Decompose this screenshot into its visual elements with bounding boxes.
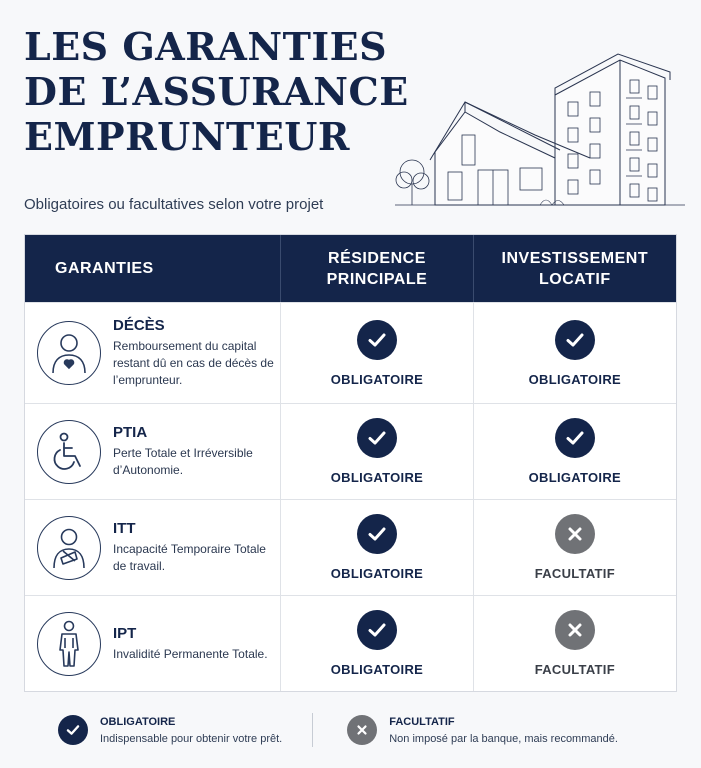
page-title xyxy=(24,24,424,159)
legend xyxy=(24,706,677,754)
cross-icon xyxy=(347,715,377,745)
legend-description: Non imposé par la banque, mais recommandé. xyxy=(389,732,618,745)
guarantee-cell xyxy=(25,404,280,499)
title-line-2: DE L’ASSURANCE xyxy=(24,69,409,114)
check-icon xyxy=(555,418,595,458)
guarantee-cell xyxy=(25,303,280,403)
guarantee-name: DÉCÈS xyxy=(113,317,165,334)
table-row xyxy=(25,499,676,595)
guarantee-name: IPT xyxy=(113,624,137,642)
legend-title: OBLIGATOIRE xyxy=(100,715,176,728)
status-label: FACULTATIF xyxy=(534,662,615,677)
guarantee-name: ITT xyxy=(113,520,136,537)
person-standing-icon xyxy=(37,612,101,676)
header-garanties: GARANTIES xyxy=(55,260,154,277)
residence-status-cell xyxy=(280,596,472,691)
page-subtitle: Obligatoires ou facultatives selon votre projet xyxy=(24,196,324,213)
title-line-3: EMPRUNTEUR xyxy=(24,114,351,159)
investissement-status-cell xyxy=(473,303,676,403)
guarantee-cell xyxy=(25,500,280,595)
investissement-status-cell xyxy=(473,500,676,595)
status-label: OBLIGATOIRE xyxy=(330,371,424,387)
status-label: OBLIGATOIRE xyxy=(330,662,424,677)
guarantee-name: PTIA xyxy=(113,424,148,441)
check-icon xyxy=(357,514,397,554)
person-heart-icon xyxy=(37,321,101,385)
guarantee-description: Remboursement du capital restant dû en cas de décès de l’emprunteur. xyxy=(113,339,274,387)
check-icon xyxy=(58,715,88,745)
guarantee-cell xyxy=(25,596,280,691)
cross-icon xyxy=(555,610,595,650)
legend-title: FACULTATIF xyxy=(389,715,455,728)
guarantees-table xyxy=(24,234,677,692)
check-icon xyxy=(357,418,397,458)
investissement-status-cell xyxy=(473,596,676,691)
residence-status-cell xyxy=(280,404,472,499)
status-label: OBLIGATOIRE xyxy=(528,470,622,485)
table-row xyxy=(25,302,676,403)
check-icon xyxy=(357,320,397,360)
table-row xyxy=(25,595,676,691)
status-label: FACULTATIF xyxy=(534,566,615,581)
table-header xyxy=(25,235,676,302)
person-arm-sling-icon xyxy=(37,516,101,580)
status-label: OBLIGATOIRE xyxy=(330,470,424,485)
guarantee-description: Perte Totale et Irréversible d’Autonomie. xyxy=(113,446,253,477)
header-residence-principale: RÉSIDENCE PRINCIPALE xyxy=(280,235,472,302)
legend-description: Indispensable pour obtenir votre prêt. xyxy=(100,732,283,745)
residence-status-cell xyxy=(280,303,472,403)
legend-obligatoire xyxy=(24,715,282,745)
check-icon xyxy=(357,610,397,650)
header-investissement-locatif: INVESTISSEMENT LOCATIF xyxy=(473,235,676,302)
status-label: OBLIGATOIRE xyxy=(330,566,424,581)
guarantee-description: Invalidité Permanente Totale. xyxy=(113,646,268,661)
table-row xyxy=(25,403,676,499)
check-icon xyxy=(555,320,595,360)
legend-facultatif xyxy=(313,715,618,745)
cross-icon xyxy=(555,514,595,554)
guarantee-description: Incapacité Temporaire Totale de travail. xyxy=(113,542,266,573)
wheelchair-icon xyxy=(37,420,101,484)
status-label: OBLIGATOIRE xyxy=(528,371,622,387)
investissement-status-cell xyxy=(473,404,676,499)
title-line-1: LES GARANTIES xyxy=(24,24,388,69)
buildings-illustration-icon xyxy=(390,40,690,215)
residence-status-cell xyxy=(280,500,472,595)
